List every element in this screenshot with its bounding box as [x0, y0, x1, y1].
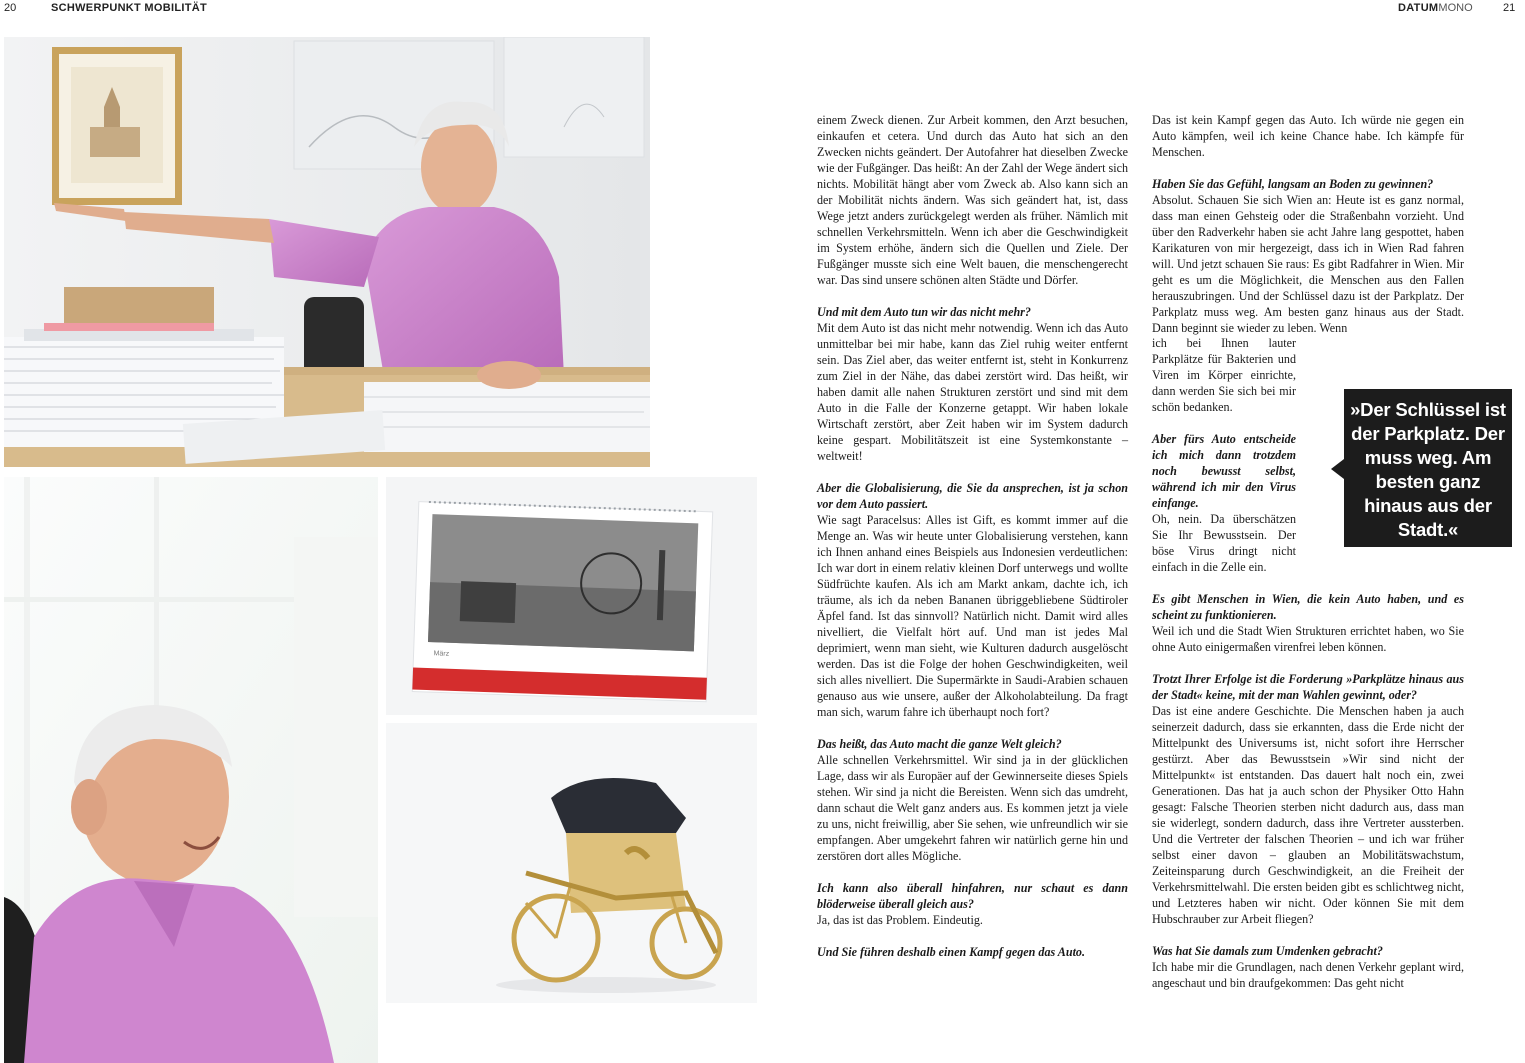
article-column-right-bottom: [1152, 591, 1464, 991]
interview-question: Es gibt Menschen in Wien, die kein Auto haben, und es scheint zu funktionieren.: [1152, 592, 1464, 622]
section-title: SCHWERPUNKT MOBILITÄT: [51, 2, 208, 14]
office-scene-illustration: [4, 37, 650, 467]
article-column-right-narrow: [1152, 335, 1296, 575]
answer-text: Oh, nein. Da überschätzen Sie Ihr Bewusstsein. Der böse Virus dringt nicht einfach in die Zelle ein.: [1152, 512, 1296, 574]
interview-question: Das heißt, das Auto macht die ganze Welt gleich?: [817, 737, 1062, 751]
paragraph: [817, 480, 1128, 720]
interview-question: Und mit dem Auto tun wir das nicht mehr?: [817, 305, 1031, 319]
right-page-number: 21: [1503, 2, 1516, 14]
answer-text: Absolut. Schauen Sie sich Wien an: Heute ist es ganz normal, dass man einen Gehsteig oder die Straßenbahn vorzieht. Und über den Radverkehr haben sie acht Jahre lang gespottet, haben Karikaturen von mir hergezeigt, dass ich in Wien Rad fahren will. Und jetzt schauen Sie raus: Es gibt Radfahrer in Wien. Mir geht es um die Möglichkeit, die Menschen aus den Fallen herauszubringen. Und der Schlüssel dazu ist der Parkplatz. Der Parkplatz muss weg. Am besten ganz hinaus aus der Stadt. Dann beginnt sie wieder zu leben. Wenn: [1152, 193, 1464, 335]
paragraph: [817, 944, 1128, 960]
portrait-illustration: [4, 477, 378, 1063]
paragraph: [1152, 112, 1464, 160]
answer-text: Weil ich und die Stadt Wien Strukturen errichtet haben, wo Sie ohne Auto einigermaßen virenfrei leben können.: [1152, 624, 1464, 654]
professor-pointing-at-desk-photo: [4, 37, 650, 467]
interview-question: Und Sie führen deshalb einen Kampf gegen das Auto.: [817, 945, 1085, 959]
magazine-brand: [1398, 2, 1473, 14]
answer-text: einem Zweck dienen. Zur Arbeit kommen, den Arzt besuchen, einkaufen et cetera. Und durch das Auto hat sich an den Zwecken nichts geändert. Der Autofahrer hat dieselben Zwecke wie der Fußgänger. Das heißt: An der Zahl der Wege ändert sich nichts. Mobilität hängt aber vom Zweck ab. Also kann sich an der Mobilität nichts ändern. Was sich geändert hat, ist, dass Wege jetzt anders zurückgelegt werden als früher. Nämlich mit schnellen Verkehrsmitteln. Wenn ich aber die Geschwindigkeit im System erhöhe, ändern sich die Quellen und Ziele. Der Fußgänger musste sich eine Welt bauen, die menschengerecht war. Das sind unsere schönen alten Städte und Dörfer.: [817, 113, 1128, 287]
answer-text: Mit dem Auto ist das nicht mehr notwendig. Wenn ich das Auto unmittelbar bei mir habe, kann das Ziel ruhig weiter entfernt sein. Das Ziel aber, das weiter entfernt ist, steht in Konkurrenz zum Ziel in der Nähe, das dabei zerstört wird. Das heißt, wir haben damit alle nahen Strukturen zerstört und sind mit dem Auto in die Falle der Konzerne getappt. Wir haben lokale Wirtschaft zerstört, aber Zeit haben wir im System dadurch keine gespart. Mobilitätszeit ist eine Systemkonstante – weltweit!: [817, 321, 1128, 463]
brand-bold: DATUM: [1398, 2, 1439, 14]
calendar-month-label: März: [433, 650, 450, 658]
article-column-right-top: [1152, 112, 1464, 336]
answer-text: Ja, das ist das Problem. Eindeutig.: [817, 913, 983, 927]
paragraph: [1152, 591, 1464, 655]
paragraph: [1152, 176, 1464, 336]
interview-question: Aber die Globalisierung, die Sie da ansprechen, ist ja schon vor dem Auto passiert.: [817, 481, 1128, 511]
interview-question: Haben Sie das Gefühl, langsam an Boden zu gewinnen?: [1152, 177, 1434, 191]
golden-rickshaw-model-photo: [386, 723, 757, 1003]
interview-question: Aber fürs Auto entscheide ich mich dann trotzdem noch bewusst selbst, während ich mir den Virus einfange.: [1152, 432, 1296, 510]
interview-question: Trotzt Ihrer Erfolge ist die Forderung »Parkplätze hinaus aus der Stadt« keine, mit der man Wahlen gewinnt, oder?: [1152, 672, 1464, 702]
pull-quote: »Der Schlüssel ist der Parkplatz. Der muss weg. Am besten ganz hinaus aus der Stadt.«: [1344, 389, 1512, 547]
answer-text: Alle schnellen Verkehrsmittel. Wir sind ja in der glücklichen Lage, dass wir als Europäer auf der Gewinnerseite dieses Spiels stehen. Wir sind ja nicht die Bereisten. Wenn sich das umdreht, dann schaut die Welt ganz anders aus. Es kommen jetzt ja viele zu uns, nicht freiwillig, aber Sie sehen, wie unfreundlich wir sie empfangen. Aber umgekehrt fahren wir natürlich gerne hin und zerstören dort alles Mögliche.: [817, 753, 1128, 863]
answer-text: Ich habe mir die Grundlagen, nach denen Verkehr geplant wird, angeschaut und bin draufgekommen: Das geht nicht: [1152, 960, 1464, 990]
left-page-number: 20: [4, 2, 17, 14]
brand-light: MONO: [1438, 2, 1473, 14]
paragraph: [1152, 943, 1464, 991]
article-column-left: [817, 112, 1128, 960]
tram-museum-calendar-photo: [386, 477, 757, 715]
answer-text: ich bei Ihnen lauter Parkplätze für Bakterien und Viren im Körper einrichte, dann werden Sie sich bei mir schön bedanken.: [1152, 336, 1296, 414]
answer-text: Das ist kein Kampf gegen das Auto. Ich würde nie gegen ein Auto kämpfen, weil ich keine Chance habe. Ich kämpfe für Menschen.: [1152, 113, 1464, 159]
calendar-illustration: [386, 477, 757, 715]
answer-text: Das ist eine andere Geschichte. Die Menschen haben ja auch seinerzeit dadurch, dass sie erkannten, dass die Erde nicht der Mittelpunkt des Universums ist, nicht sofort ihre Herrscher gestürzt. Aber das Bewusstsein »Wir sind nicht der Mittelpunkt« ist entstanden. Das dauert halt noch ein, zwei Generationen. Das hat ja auch schon der Physiker Otto Hahn gesagt: Falsche Theorien sterben nicht dadurch aus, dass man sie widerlegt, sondern dadurch, dass ihre Vertreter aussterben. Und die Vertreter der falschen Theorien – und ich war früher selbst einer davon – glauben an Mobilitätswachstum, Zeiteinsparung durch Geschwindigkeit, an die Freiheit der Verkehrsmittelwahl. Die ersten beiden gibt es schlichtweg nicht, und Letzteres haben wir nicht. Oder können Sie mit dem Hubschrauber zur Arbeit fliegen?: [1152, 704, 1464, 926]
rickshaw-illustration: [386, 723, 757, 1003]
paragraph: [1152, 671, 1464, 927]
paragraph: [817, 304, 1128, 464]
paragraph: [1152, 335, 1296, 415]
answer-text: Wie sagt Paracelsus: Alles ist Gift, es kommt immer auf die Menge an. Was wir heute unter Globalisierung verstehen, kann ich Ihnen anhand eines Beispiels aus Indonesien verdeutlichen: Ich war dort in einem relativ kleinen Dorf unterwegs und wollte Südfrüchte kaufen. Als ich am Markt ankam, dachte ich, ich träume, als ich da neben Bananen übriggebliebene Südtiroler Äpfel fand. Ist das sinnvoll? Natürlich nicht. Damit wird alles nivelliert, die Vielfalt hört auf. Und man ist jedes Mal deprimiert, wenn man sieht, wie Kulturen dadurch ausgelöscht werden. Das ist die Folge der hohen Geschwindigkeiten, weil sich alles nivelliert. Die Supermärkte in Saudi-Arabien schauen genauso aus wie unsere, außer der Alkoholabteilung. Da fragt man sich, warum fahre ich überhaupt noch fort?: [817, 513, 1128, 719]
paragraph: [817, 736, 1128, 864]
paragraph: [1152, 431, 1296, 575]
paragraph: [817, 112, 1128, 288]
paragraph: [817, 880, 1128, 928]
interview-question: Was hat Sie damals zum Umdenken gebracht?: [1152, 944, 1383, 958]
professor-smiling-portrait-photo: [4, 477, 378, 1063]
interview-question: Ich kann also überall hinfahren, nur schaut es dann blöderweise überall gleich aus?: [817, 881, 1128, 911]
